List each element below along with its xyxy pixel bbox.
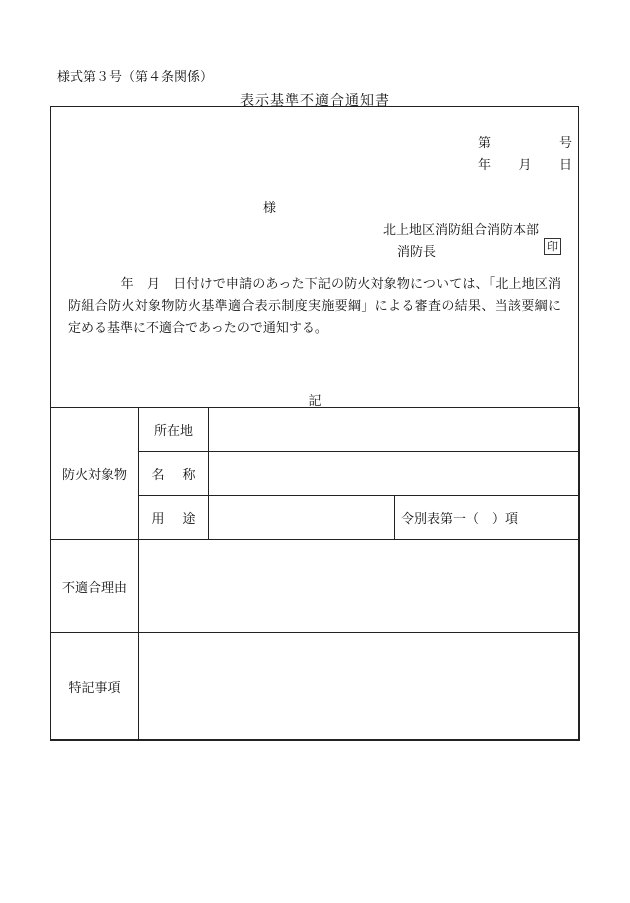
notice-date-line xyxy=(478,154,572,173)
reason-row xyxy=(51,540,580,633)
seal-mark: 印 xyxy=(544,238,561,255)
issuer-organization: 北上地区消防組合消防本部 xyxy=(383,223,540,238)
addressee-suffix: 様 xyxy=(263,201,277,216)
notes-label: 特記事項 xyxy=(68,681,121,696)
notes-label-cell xyxy=(51,633,139,741)
object-label-cell xyxy=(51,408,139,540)
location-label: 所在地 xyxy=(153,424,193,439)
notes-row xyxy=(51,633,580,741)
notice-paragraph: 年 月 日付けで申請のあった下記の防火対象物については、「北上地区消防組合防火対象物防火基準適合表示制度実施要綱」による審査の結果、当該要綱に定める基準に不適合であったので通知する。 xyxy=(68,277,561,336)
usage-field[interactable] xyxy=(209,496,395,540)
ordinance-ref-cell[interactable] xyxy=(395,496,580,540)
number-suffix: 号 xyxy=(558,136,572,151)
notice-body xyxy=(68,274,561,340)
notice-number-line xyxy=(478,132,572,151)
name-field[interactable] xyxy=(209,452,580,496)
reason-label-cell xyxy=(51,540,139,633)
notes-field[interactable] xyxy=(139,633,580,741)
date-month: 月 xyxy=(518,158,532,173)
form-number-label: 様式第３号（第４条関係） xyxy=(57,70,214,85)
location-label-cell xyxy=(139,408,209,452)
details-table xyxy=(50,407,580,741)
object-label: 防火対象物 xyxy=(61,468,127,483)
date-year: 年 xyxy=(478,158,492,173)
document-title: 表示基準不適合通知書 xyxy=(240,93,390,109)
name-label: 名 称 xyxy=(151,468,196,483)
reason-label: 不適合理由 xyxy=(61,580,127,596)
issuer-title: 消防長 xyxy=(397,245,437,260)
ki-heading: 記 xyxy=(308,394,322,409)
date-day: 日 xyxy=(558,158,572,173)
number-prefix: 第 xyxy=(478,136,492,151)
location-row xyxy=(51,408,580,452)
ordinance-ref: 令別表第一（ ）項 xyxy=(401,512,519,527)
name-label-cell xyxy=(139,452,209,496)
usage-label: 用 途 xyxy=(151,512,196,527)
location-field[interactable] xyxy=(209,408,580,452)
reason-field[interactable] xyxy=(139,540,580,633)
usage-label-cell xyxy=(139,496,209,540)
